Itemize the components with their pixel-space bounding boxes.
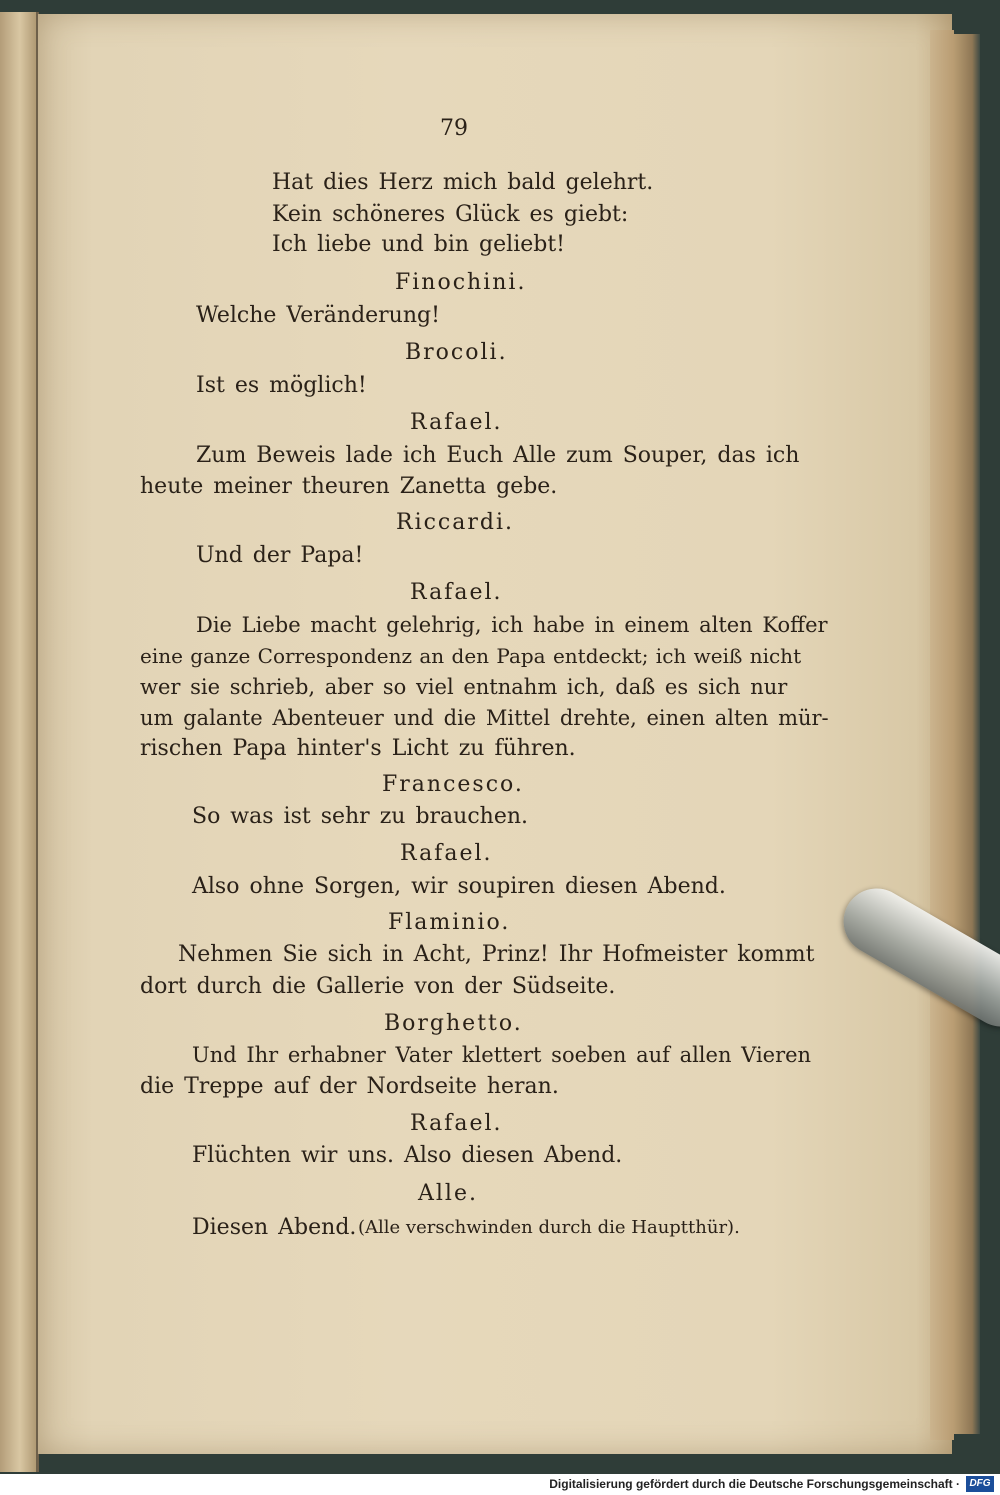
book-cover-edge xyxy=(954,34,980,1434)
dialogue-line: um galante Abenteuer und die Mittel drehte, einen alten mür- xyxy=(140,706,829,730)
speaker-name: Rafael. xyxy=(400,841,493,866)
dialogue-line: rischen Papa hinter's Licht zu führen. xyxy=(140,736,576,761)
footer-bar xyxy=(0,1474,1000,1495)
speaker-name: Francesco. xyxy=(382,772,524,797)
dialogue-line: die Treppe auf der Nordseite heran. xyxy=(140,1074,559,1099)
stage-direction: (Alle verschwinden durch die Hauptthür). xyxy=(358,1217,740,1238)
page-stack-edge xyxy=(930,30,954,1440)
dialogue-line: Welche Veränderung! xyxy=(196,303,440,328)
speaker-name: Rafael. xyxy=(410,580,503,605)
verse-line: Kein schöneres Glück es giebt: xyxy=(272,202,629,227)
previous-page-edge xyxy=(0,12,39,1472)
dialogue-line: dort durch die Gallerie von der Südseite. xyxy=(140,974,616,999)
speaker-name: Flaminio. xyxy=(388,910,511,935)
dialogue-line: Und Ihr erhabner Vater klettert soeben auf allen Vieren xyxy=(192,1043,812,1067)
dialogue-line: heute meiner theuren Zanetta gebe. xyxy=(140,474,558,499)
dialogue-line: Zum Beweis lade ich Euch Alle zum Souper, das ich xyxy=(196,443,800,468)
verse-line: Hat dies Herz mich bald gelehrt. xyxy=(272,170,654,195)
dialogue-line: So was ist sehr zu brauchen. xyxy=(192,804,528,829)
speaker-name: Borghetto. xyxy=(384,1011,523,1036)
book-page xyxy=(38,14,952,1454)
dialogue-line: Flüchten wir uns. Also diesen Abend. xyxy=(192,1143,623,1168)
dialogue-line: wer sie schrieb, aber so viel entnahm ich, daß es sich nur xyxy=(140,675,788,699)
dialogue-line: Ist es möglich! xyxy=(196,373,367,398)
dialogue-line: Nehmen Sie sich in Acht, Prinz! Ihr Hofmeister kommt xyxy=(178,942,815,967)
funding-credit: Digitalisierung gefördert durch die Deutsche Forschungsgemeinschaft · xyxy=(549,1477,960,1491)
verse-line: Ich liebe und bin geliebt! xyxy=(272,232,566,257)
speaker-name: Riccardi. xyxy=(396,510,514,535)
speaker-name: Rafael. xyxy=(410,410,503,435)
speaker-name: Finochini. xyxy=(395,270,527,295)
speaker-name: Alle. xyxy=(418,1181,478,1206)
dialogue-line: Und der Papa! xyxy=(196,543,364,568)
page-number: 79 xyxy=(440,116,468,141)
speaker-name: Rafael. xyxy=(410,1111,503,1136)
dialogue-line: eine ganze Correspondenz an den Papa entdeckt; ich weiß nicht xyxy=(140,644,802,668)
dialogue-line: Die Liebe macht gelehrig, ich habe in einem alten Koffer xyxy=(196,613,828,637)
dialogue-line: Diesen Abend. xyxy=(192,1215,357,1240)
dfg-logo: DFG xyxy=(966,1476,994,1492)
speaker-name: Brocoli. xyxy=(405,340,508,365)
dialogue-line: Also ohne Sorgen, wir soupiren diesen Abend. xyxy=(192,874,726,899)
